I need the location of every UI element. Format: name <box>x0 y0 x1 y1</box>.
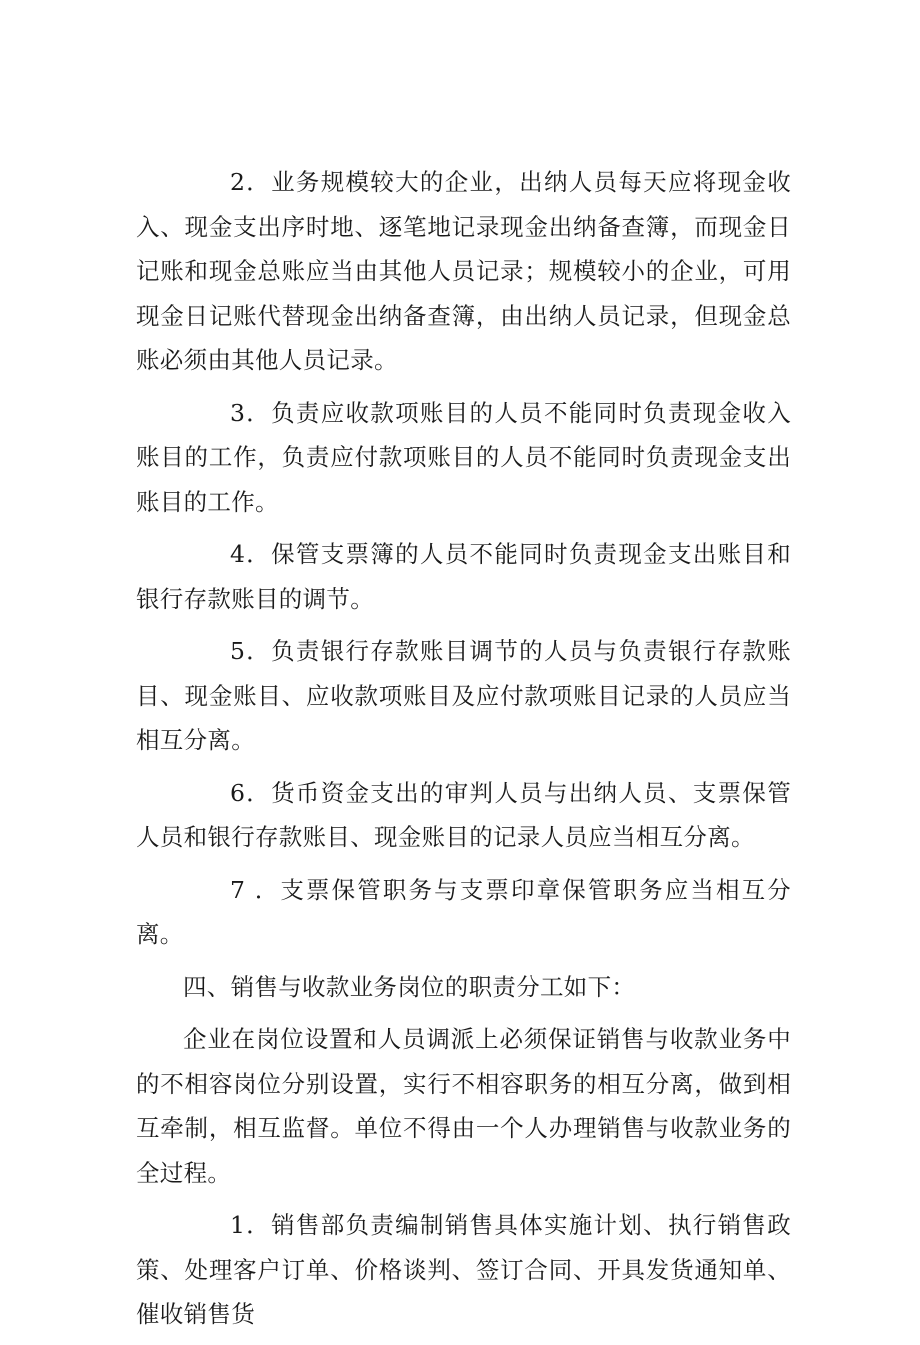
document-body <box>136 160 791 1345</box>
paragraph-text: ．保管支票簿的人员不能同时负责现金支出账目和银行存款账目的调节。 <box>136 540 791 613</box>
paragraph-item-3 <box>136 391 791 525</box>
paragraph-text: ．支票保管职务与支票印章保管职务应当相互分离。 <box>136 875 791 948</box>
item-number: 2 <box>230 168 246 196</box>
item-number: 6 <box>230 778 246 807</box>
paragraph-item-5 <box>136 629 791 763</box>
paragraph-text: ．负责应收款项账目的人员不能同时负责现金收入账目的工作，负责应付款项账目的人员不能同时负责现金支出账目的工作。 <box>136 398 791 516</box>
item-number: 4 <box>230 540 246 568</box>
paragraph-text: ．业务规模较大的企业，出纳人员每天应将现金收入、现金支出序时地、逐笔地记录现金出纳备查簿，而现金日记账和现金总账应当由其他人员记录；规模较小的企业，可用现金日记账代替现金出纳备查簿，由出纳人员记录，但现金总账必须由其他人员记录。 <box>136 168 791 374</box>
paragraph-text: ．销售部负责编制销售具体实施计划、执行销售政策、处理客户订单、价格谈判、签订合同、开具发货通知单、催收销售货 <box>136 1211 791 1328</box>
paragraph-item-7 <box>136 868 791 957</box>
item-number: 7 <box>230 875 246 904</box>
item-number: 1 <box>230 1211 246 1239</box>
item-number: 3 <box>230 398 246 427</box>
item-number: 5 <box>230 637 246 665</box>
paragraph-item-6 <box>136 771 791 860</box>
section-heading: 四、销售与收款业务岗位的职责分工如下： <box>183 972 636 1001</box>
paragraph-item-1 <box>136 1203 791 1337</box>
paragraph-text: ．货币资金支出的审判人员与出纳人员、支票保管人员和银行存款账目、现金账目的记录人员应当相互分离。 <box>136 778 791 851</box>
paragraph-text: ．负责银行存款账目调节的人员与负责银行存款账目、现金账目、应收款项账目及应付款项账目记录的人员应当相互分离。 <box>136 637 791 754</box>
paragraph-item-2 <box>136 160 791 383</box>
paragraph-item-4 <box>136 532 791 621</box>
intro-paragraph: 企业在岗位设置和人员调派上必须保证销售与收款业务中的不相容岗位分别设置，实行不相容职务的相互分离，做到相互牵制，相互监督。单位不得由一个人办理销售与收款业务的全过程。 <box>136 1025 791 1187</box>
